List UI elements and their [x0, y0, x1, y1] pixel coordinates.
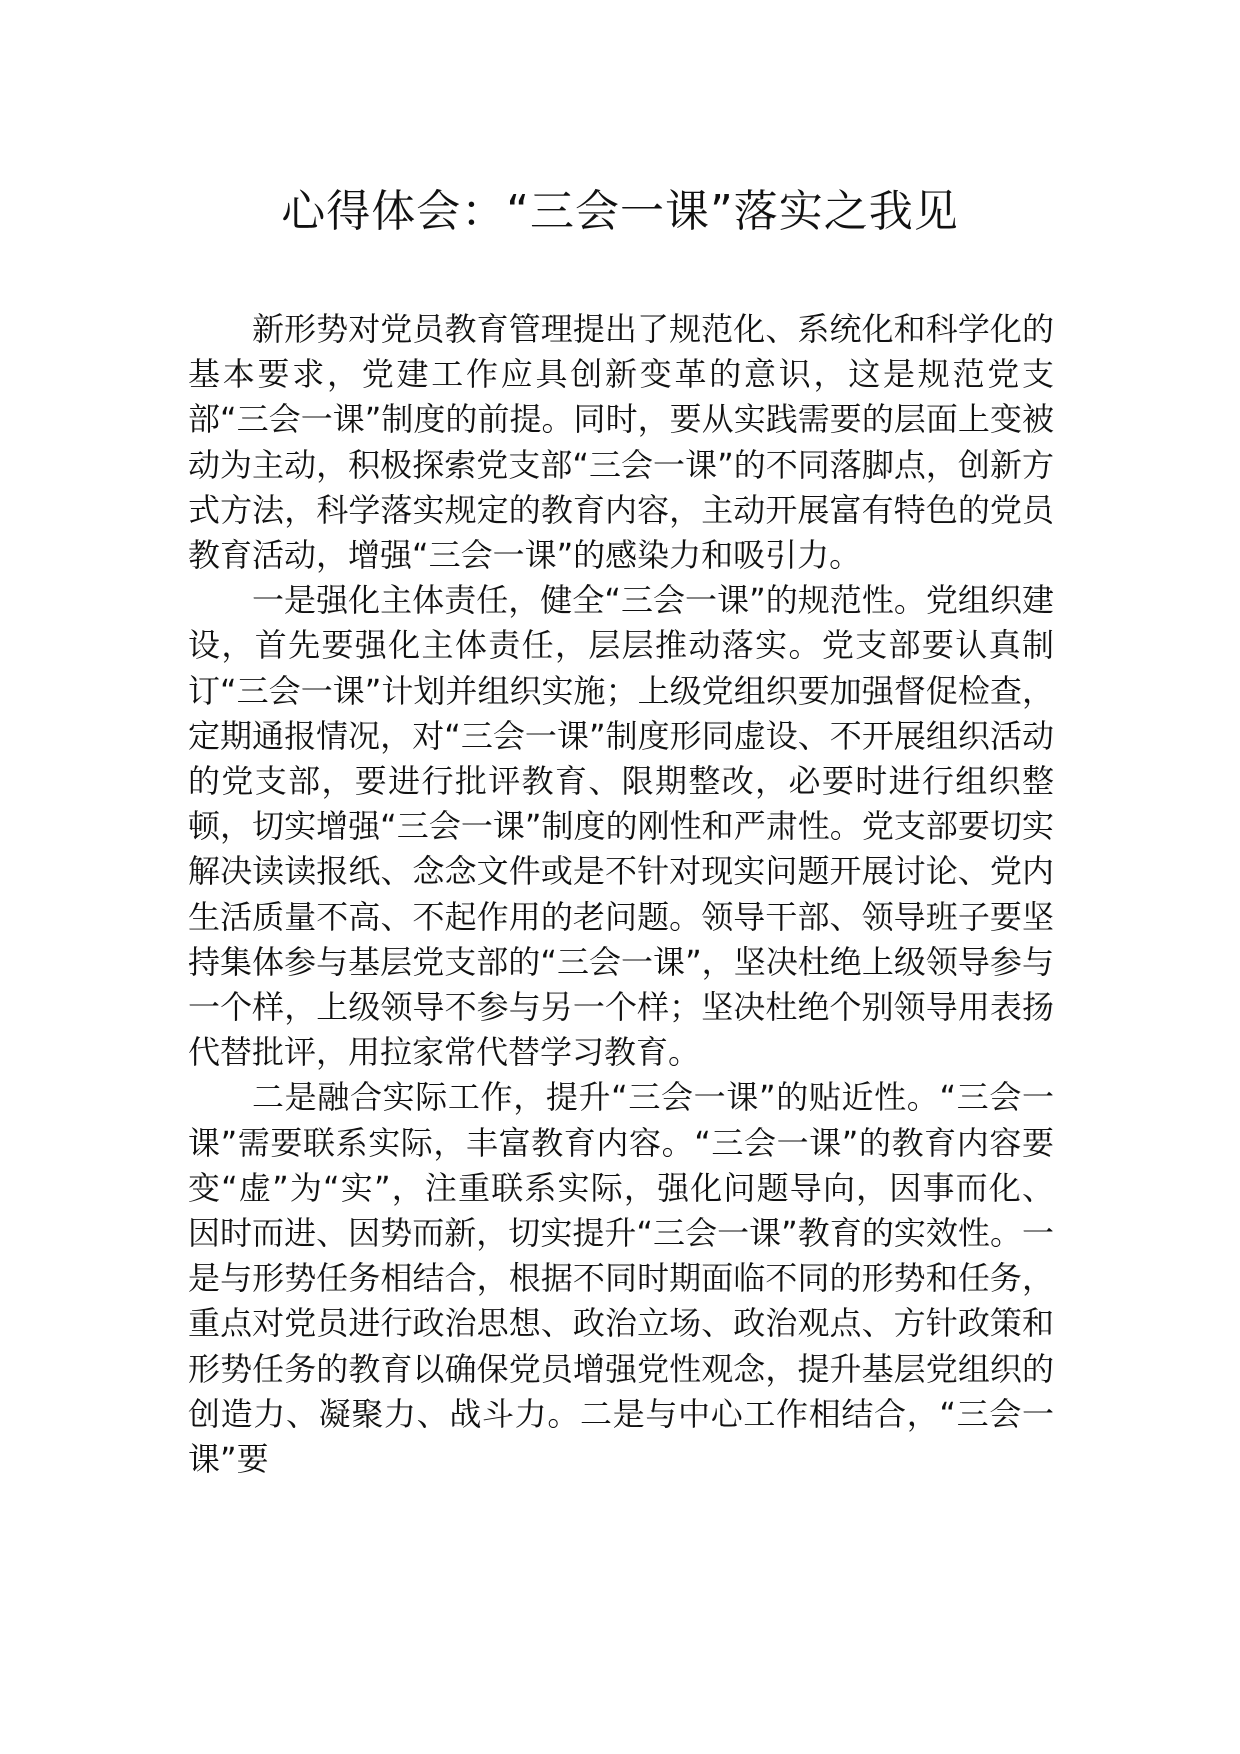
document-body: [188, 307, 1054, 1482]
paragraph-intro: 新形势对党员教育管理提出了规范化、系统化和科学化的基本要求，党建工作应具创新变革的意识，这是规范党支部“三会一课”制度的前提。同时，要从实践需要的层面上变被动为主动，积极探索党支部“三会一课”的不同落脚点，创新方式方法，科学落实规定的教育内容，主动开展富有特色的党员教育活动，增强“三会一课”的感染力和吸引力。: [188, 310, 1054, 575]
paragraph-point-two: 二是融合实际工作，提升“三会一课”的贴近性。“三会一课”需要联系实际，丰富教育内容。“三会一课”的教育内容要变“虚”为“实”，注重联系实际，强化问题导向，因事而化、因时而进、因势而新，切实提升“三会一课”教育的实效性。一是与形势任务相结合，根据不同时期面临不同的形势和任务，重点对党员进行政治思想、政治立场、政治观点、方针政策和形势任务的教育以确保党员增强党性观念，提升基层党组织的创造力、凝聚力、战斗力。二是与中心工作相结合，“三会一课”要: [188, 1078, 1054, 1479]
paragraph-point-one: 一是强化主体责任，健全“三会一课”的规范性。党组织建设，首先要强化主体责任，层层推动落实。党支部要认真制订“三会一课”计划并组织实施；上级党组织要加强督促检查，定期通报情况，对“三会一课”制度形同虚设、不开展组织活动的党支部，要进行批评教育、限期整改，必要时进行组织整顿，切实增强“三会一课”制度的刚性和严肃性。党支部要切实解决读读报纸、念念文件或是不针对现实问题开展讨论、党内生活质量不高、不起作用的老问题。领导干部、领导班子要坚持集体参与基层党支部的“三会一课”，坚决杜绝上级领导参与一个样，上级领导不参与另一个样；坚决杜绝个别领导用表扬代替批评，用拉家常代替学习教育。: [188, 581, 1054, 1072]
document-title: 心得体会：“三会一课”落实之我见: [281, 186, 959, 237]
